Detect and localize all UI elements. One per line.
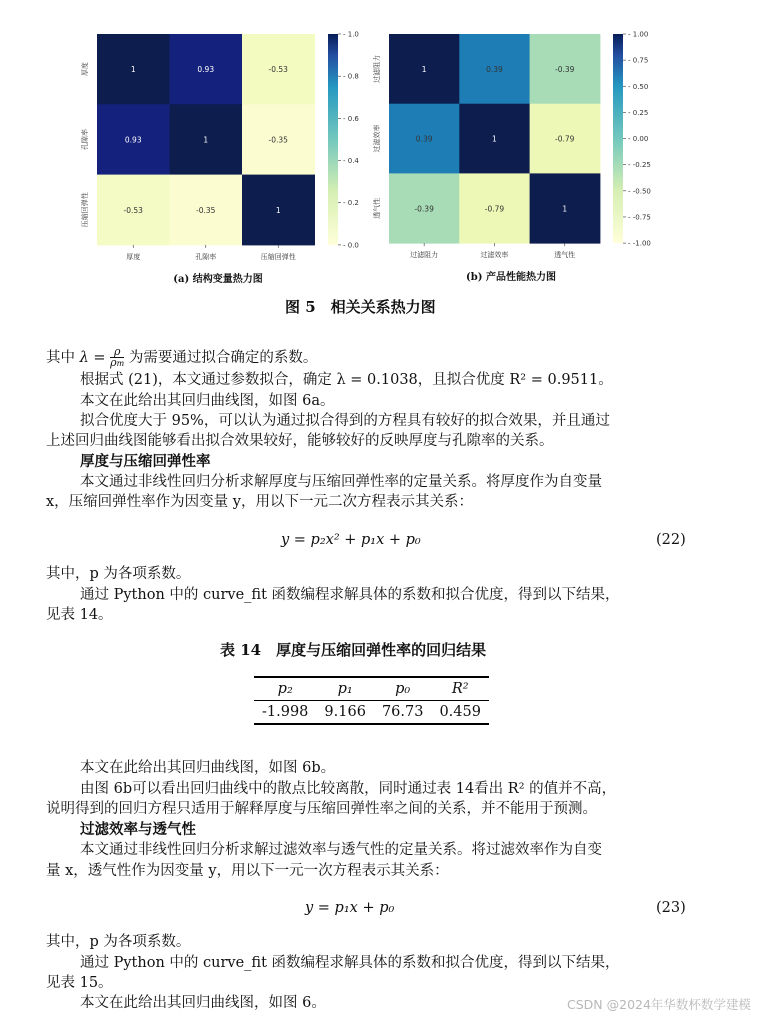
colorbar-tick-label: - 0.6: [343, 114, 359, 123]
paragraph-lambda: [46, 347, 317, 369]
colorbar: [328, 34, 338, 245]
cell-value-label: -0.53: [268, 65, 288, 75]
cell-value-label: 0.93: [197, 65, 215, 75]
fraction-numerator: ρ: [110, 347, 124, 358]
colorbar-tick-label: - -0.25: [628, 161, 651, 170]
paragraph-scatter-line2: 说明得到的回归方程只适用于解释厚度与压缩回弹性率之间的关系，并不能用于预测。: [46, 801, 597, 817]
paragraph-fit-quality-line1: 拟合优度大于 95%，可以认为通过拟合得到的方程具有较好的拟合效果，并且通过: [80, 413, 610, 429]
table-header-cell: p₁: [337, 681, 353, 697]
table-cell: 9.166: [324, 704, 366, 720]
colorbar-tick-label: - 0.0: [343, 241, 359, 250]
column-label: 透气性: [554, 251, 576, 260]
paragraph-curvefit2-line1: 通过 Python 中的 curve_fit 函数编程求解具体的系数和拟合优度，得到以下结果，: [80, 955, 620, 971]
colorbar-tick-label: - 0.25: [628, 108, 649, 117]
cell-value-label: 0.39: [486, 64, 503, 74]
column-label: 过滤效率: [480, 251, 509, 260]
cell-value-label: -0.35: [196, 205, 216, 215]
column-label: 孔隙率: [195, 252, 217, 261]
paragraph-curvefit2-line2: 见表 15。: [46, 975, 113, 991]
paragraph-curvefit-line2: 见表 14。: [46, 607, 113, 623]
table-cell: -1.998: [262, 704, 309, 720]
paragraph-linear-intro-line2: 量 x，透气性作为因变量 y，用以下一元一次方程表示其关系：: [46, 863, 449, 879]
section-heading-filtration-permeability: 过滤效率与透气性: [80, 821, 196, 838]
row-label: 透气性: [373, 197, 381, 219]
paragraph-coefficients: 其中，p 为各项系数。: [46, 566, 191, 582]
lambda-symbol: λ =: [79, 350, 111, 366]
row-label: 压缩回弹性: [81, 192, 89, 228]
cell-value-label: 1: [275, 205, 281, 215]
paragraph-scatter-line1: 由图 6b可以看出回归曲线中的散点比较离散，同时通过表 14看出 R² 的值并不高，: [80, 781, 617, 797]
table-cell: 0.459: [439, 704, 481, 720]
subfigure-caption: (b) 产品性能热力图: [466, 272, 556, 284]
colorbar-tick-label: - 0.2: [343, 199, 359, 208]
column-label: 过滤阻力: [410, 251, 439, 260]
table-header-row: [254, 677, 489, 701]
paragraph-curvefit-line1: 通过 Python 中的 curve_fit 函数编程求解具体的系数和拟合优度，得到以下结果，: [80, 587, 620, 603]
paragraph-regression-intro-line2: x，压缩回弹性率作为因变量 y，用以下一元二次方程表示其关系：: [46, 494, 473, 510]
cell-value-label: 1: [203, 135, 209, 145]
heatmap-figure: [0, 0, 782, 300]
colorbar-tick-label: - 1.0: [343, 30, 359, 39]
column-label: 厚度: [126, 252, 141, 261]
paragraph-linear-intro-line1: 本文通过非线性回归分析求解过滤效率与透气性的定量关系。将过滤效率作为自变: [80, 842, 602, 858]
row-label: 过滤效率: [373, 124, 381, 153]
colorbar-tick-label: - 0.00: [628, 135, 649, 144]
equation-23-number: (23): [656, 900, 686, 916]
fraction-subscript: m: [116, 359, 125, 368]
figure-caption: 图 5 相关关系热力图: [285, 298, 436, 316]
paragraph-fit-result: 根据式 (21)，本文通过参数拟合，确定 λ = 0.1038，且拟合优度 R² = 0.9511。: [80, 372, 613, 388]
table-cell: 76.73: [381, 704, 424, 720]
table-header-cell: R²: [451, 681, 469, 697]
section-heading-thickness-resilience: 厚度与压缩回弹性率: [80, 453, 211, 470]
cell-value-label: -0.39: [555, 64, 575, 74]
cell-value-label: 0.39: [415, 134, 433, 144]
cell-value-label: -0.79: [484, 204, 505, 214]
cell-value-label: -0.39: [414, 204, 434, 214]
row-label: 过滤阻力: [373, 54, 381, 83]
colorbar-tick-label: - 0.50: [628, 82, 649, 91]
colorbar-tick-label: - 0.8: [343, 72, 359, 81]
cell-value-label: -0.53: [123, 205, 143, 215]
paragraph-figure-6: 本文在此给出其回归曲线图，如图 6。: [80, 995, 326, 1011]
cell-value-label: 0.93: [124, 135, 142, 145]
paragraph-coefficients-2: 其中，p 为各项系数。: [46, 934, 191, 950]
colorbar-tick-label: - 1.00: [628, 30, 649, 39]
regression-table: [254, 676, 489, 725]
watermark: CSDN @2024年华数杯数学建模: [567, 997, 751, 1012]
colorbar-tick-label: - -0.50: [628, 187, 651, 196]
text-segment: 其中: [46, 350, 80, 366]
colorbar: [613, 34, 623, 243]
subfigure-caption: (a) 结构变量热力图: [173, 273, 263, 285]
equation-23: y = p₁x + p₀: [305, 900, 395, 916]
text-segment: 为需要通过拟合确定的系数。: [124, 350, 318, 366]
cell-value-label: -0.79: [555, 134, 575, 144]
paragraph-figure-6a: 本文在此给出其回归曲线图，如图 6a。: [80, 393, 335, 409]
paragraph-regression-intro-line1: 本文通过非线性回归分析求解厚度与压缩回弹性率的定量关系。将厚度作为自变量: [80, 474, 602, 490]
table-caption: 表 14 厚度与压缩回弹性率的回归结果: [220, 641, 487, 659]
paragraph-figure-6b: 本文在此给出其回归曲线图，如图 6b。: [80, 760, 336, 776]
row-label: 孔隙率: [81, 128, 89, 150]
colorbar-tick-label: - -0.75: [628, 213, 651, 222]
table-row: [254, 701, 489, 725]
row-label: 厚度: [81, 62, 89, 77]
colorbar-tick-label: - 0.75: [628, 56, 649, 65]
fraction: [110, 347, 124, 369]
colorbar-tick-label: - 0.4: [343, 157, 359, 166]
table-header-cell: p₀: [395, 681, 411, 697]
cell-value-label: 1: [421, 64, 427, 74]
cell-value-label: 1: [130, 65, 136, 75]
equation-22: y = p₂x² + p₁x + p₀: [281, 532, 421, 548]
column-label: 压缩回弹性: [260, 252, 296, 261]
cell-value-label: 1: [562, 204, 568, 214]
cell-value-label: -0.35: [268, 135, 288, 145]
colorbar-tick-label: - -1.00: [628, 239, 651, 248]
equation-22-number: (22): [656, 532, 686, 548]
fraction-denominator: ρ: [110, 356, 117, 369]
paragraph-fit-quality-line2: 上述回归曲线图能够看出拟合效果较好，能够较好的反映厚度与孔隙率的关系。: [46, 433, 554, 449]
cell-value-label: 1: [492, 134, 497, 144]
table-header-cell: p₂: [277, 681, 293, 697]
